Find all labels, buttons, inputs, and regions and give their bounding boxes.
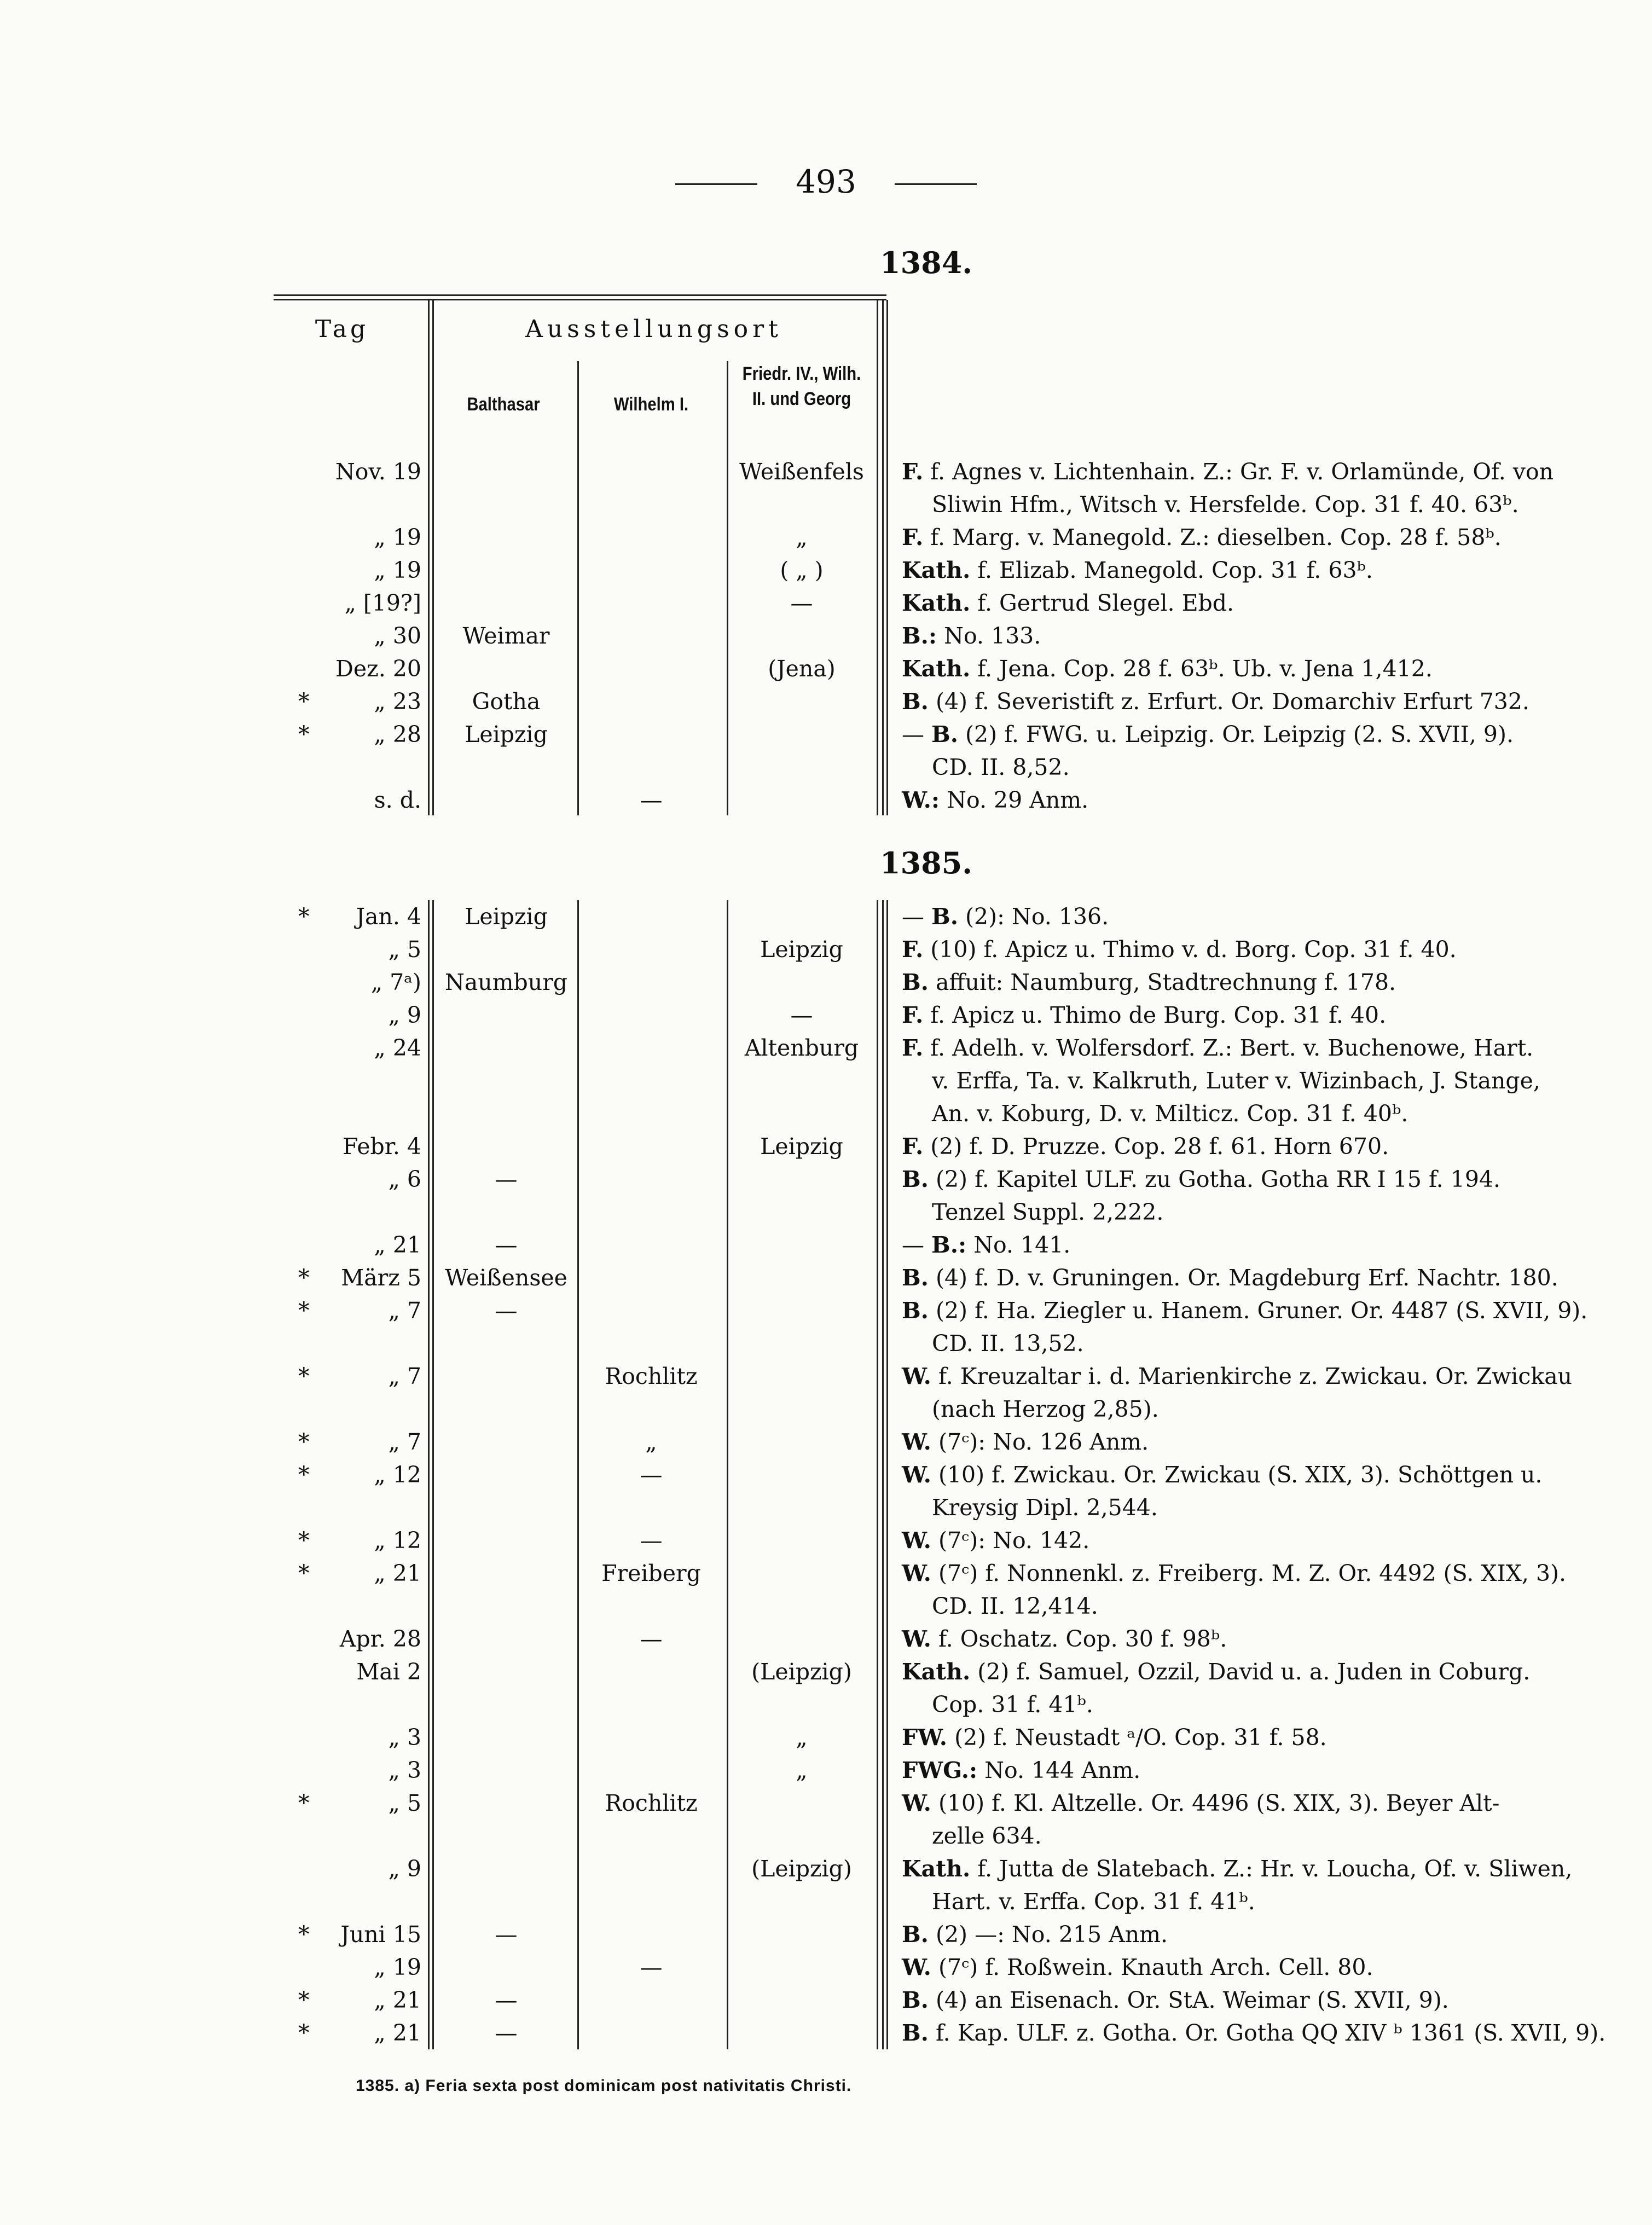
- row-star-marker: *: [298, 1363, 310, 1389]
- cell-balthasar: —: [495, 1987, 518, 2013]
- cell-note-line: B. (4) f. Severistift z. Erfurt. Or. Domarchiv Erfurt 732.: [902, 688, 1530, 715]
- cell-note-line: F. f. Adelh. v. Wolfersdorf. Z.: Bert. v. Buchenowe, Hart.: [902, 1035, 1534, 1061]
- cell-friedr: —: [790, 590, 813, 616]
- cell-tag: „ 7: [388, 1297, 421, 1324]
- header-ausstellungsort: Ausstellungsort: [525, 315, 782, 343]
- footnote: 1385. a) Feria sexta post dominicam post nativitatis Christi.: [356, 2077, 852, 2095]
- cell-tag: Febr. 4: [343, 1133, 421, 1160]
- row-star-marker: *: [298, 1560, 310, 1586]
- cell-balthasar: Leipzig: [465, 721, 548, 748]
- cell-balthasar: —: [495, 1166, 518, 1192]
- column-rule: [882, 300, 884, 815]
- cell-note-line: W. (7ᶜ) f. Nonnenkl. z. Freiberg. M. Z. Or. 4492 (S. XIX, 3).: [902, 1560, 1567, 1586]
- cell-note-line: W. (7ᶜ): No. 142.: [902, 1527, 1090, 1554]
- cell-wilhelm: —: [640, 787, 663, 813]
- cell-note-line: F. f. Marg. v. Manegold. Z.: dieselben. Cop. 28 f. 58ᵇ.: [902, 524, 1502, 551]
- cell-note-line: CD. II. 8,52.: [932, 754, 1070, 780]
- year-heading-1385: 1385.: [880, 845, 973, 880]
- cell-balthasar: —: [495, 1921, 518, 1948]
- cell-friedr: (Leipzig): [751, 1659, 852, 1685]
- cell-note-line: W. (7ᶜ) f. Roßwein. Knauth Arch. Cell. 80.: [902, 1954, 1373, 1980]
- cell-tag: „ 3: [388, 1757, 421, 1783]
- cell-note-line: Kath. f. Gertrud Slegel. Ebd.: [902, 590, 1234, 616]
- cell-wilhelm: —: [640, 1462, 663, 1488]
- header-tag: Tag: [315, 315, 369, 343]
- cell-tag: s. d.: [374, 787, 421, 813]
- cell-note-line: Cop. 31 f. 41ᵇ.: [932, 1691, 1093, 1718]
- cell-tag: „ 19: [374, 557, 421, 583]
- cell-friedr: „: [796, 1724, 808, 1751]
- rule-left: [675, 183, 757, 185]
- cell-balthasar: Leipzig: [465, 903, 548, 930]
- cell-balthasar: —: [495, 1297, 518, 1324]
- header-friedr: Friedr. IV., Wilh. II. und Georg: [742, 363, 861, 409]
- cell-balthasar: —: [495, 2020, 518, 2046]
- cell-tag: „ [19?]: [344, 590, 421, 616]
- column-rule: [877, 300, 878, 815]
- cell-friedr: Leipzig: [760, 936, 843, 963]
- table-rule: [274, 299, 886, 300]
- cell-tag: „ 23: [374, 688, 421, 715]
- cell-note-line: CD. II. 13,52.: [932, 1330, 1084, 1357]
- cell-friedr: „: [796, 1757, 808, 1783]
- cell-note-line: CD. II. 12,414.: [932, 1593, 1098, 1619]
- cell-wilhelm: Rochlitz: [605, 1790, 698, 1816]
- cell-tag: „ 21: [374, 2020, 421, 2046]
- cell-friedr: Weißenfels: [739, 459, 864, 485]
- cell-tag: „ 9: [388, 1856, 421, 1882]
- header-balthasar: Balthasar: [467, 394, 540, 415]
- cell-friedr: —: [790, 1002, 813, 1028]
- cell-note-line: B. f. Kap. ULF. z. Gotha. Or. Gotha QQ XIV ᵇ 1361 (S. XVII, 9).: [902, 2020, 1606, 2046]
- column-rule: [432, 900, 434, 2049]
- column-rule: [886, 900, 888, 2049]
- cell-balthasar: Weimar: [462, 623, 550, 649]
- cell-note-line: — B. (2): No. 136.: [902, 903, 1109, 930]
- row-star-marker: *: [298, 903, 310, 930]
- column-rule: [432, 300, 434, 815]
- cell-wilhelm: „: [645, 1429, 657, 1455]
- cell-note-line: FWG.: No. 144 Anm.: [902, 1757, 1141, 1783]
- cell-note-line: B. (2) f. Kapitel ULF. zu Gotha. Gotha RR I 15 f. 194.: [902, 1166, 1501, 1192]
- cell-note-line: W. (10) f. Kl. Altzelle. Or. 4496 (S. XIX, 3). Beyer Alt-: [902, 1790, 1500, 1816]
- cell-note-line: W. f. Oschatz. Cop. 30 f. 98ᵇ.: [902, 1626, 1227, 1652]
- cell-balthasar: Naumburg: [444, 969, 568, 995]
- cell-note-line: B.: No. 133.: [902, 623, 1041, 649]
- cell-note-line: F. f. Agnes v. Lichtenhain. Z.: Gr. F. v. Orlamünde, Of. von: [902, 459, 1554, 485]
- cell-note-line: B. (2) —: No. 215 Anm.: [902, 1921, 1168, 1948]
- cell-note-line: W.: No. 29 Anm.: [902, 787, 1089, 813]
- cell-friedr: Altenburg: [744, 1035, 859, 1061]
- cell-tag: März 5: [341, 1265, 421, 1291]
- rule-right: [895, 183, 977, 185]
- cell-note-line: W. f. Kreuzaltar i. d. Marienkirche z. Zwickau. Or. Zwickau: [902, 1363, 1573, 1389]
- row-star-marker: *: [298, 1790, 310, 1816]
- row-star-marker: *: [298, 1297, 310, 1324]
- cell-note-line: — B. (2) f. FWG. u. Leipzig. Or. Leipzig (2. S. XVII, 9).: [902, 721, 1514, 748]
- cell-tag: „ 5: [388, 936, 421, 963]
- year-heading-1384: 1384.: [880, 245, 973, 280]
- cell-tag: „ 5: [388, 1790, 421, 1816]
- cell-note-line: zelle 634.: [932, 1823, 1042, 1849]
- cell-tag: „ 21: [374, 1987, 421, 2013]
- cell-tag: „ 7ᵃ): [370, 969, 421, 995]
- cell-tag: Jan. 4: [356, 903, 421, 930]
- cell-note-line: F. (10) f. Apicz u. Thimo v. d. Borg. Cop. 31 f. 40.: [902, 936, 1457, 963]
- table-rule: [274, 294, 886, 296]
- cell-note-line: W. (7ᶜ): No. 126 Anm.: [902, 1429, 1149, 1455]
- column-rule: [428, 300, 430, 815]
- cell-wilhelm: Rochlitz: [605, 1363, 698, 1389]
- row-star-marker: *: [298, 1921, 310, 1948]
- cell-tag: „ 7: [388, 1429, 421, 1455]
- row-star-marker: *: [298, 1462, 310, 1488]
- column-rule: [577, 900, 579, 2049]
- cell-friedr: „: [796, 524, 808, 551]
- cell-note-line: B. (2) f. Ha. Ziegler u. Hanem. Gruner. Or. 4487 (S. XVII, 9).: [902, 1297, 1588, 1324]
- cell-tag: Dez. 20: [335, 656, 421, 682]
- cell-tag: „ 6: [388, 1166, 421, 1192]
- cell-tag: „ 12: [374, 1462, 421, 1488]
- cell-tag: „ 21: [374, 1560, 421, 1586]
- cell-wilhelm: —: [640, 1527, 663, 1554]
- cell-note-line: Kath. f. Elizab. Manegold. Cop. 31 f. 63ᵇ.: [902, 557, 1373, 583]
- page-number: [0, 163, 1652, 200]
- cell-tag: „ 3: [388, 1724, 421, 1751]
- column-rule: [886, 300, 888, 815]
- cell-note-line: Kath. f. Jena. Cop. 28 f. 63ᵇ. Ub. v. Jena 1,412.: [902, 656, 1433, 682]
- row-star-marker: *: [298, 721, 310, 748]
- cell-tag: „ 30: [374, 623, 421, 649]
- cell-note-line: FW. (2) f. Neustadt ᵃ/O. Cop. 31 f. 58.: [902, 1724, 1327, 1751]
- cell-note-line: Sliwin Hfm., Witsch v. Hersfelde. Cop. 31 f. 40. 63ᵇ.: [932, 491, 1519, 518]
- row-star-marker: *: [298, 1429, 310, 1455]
- cell-note-line: F. f. Apicz u. Thimo de Burg. Cop. 31 f. 40.: [902, 1002, 1387, 1028]
- cell-friedr: ( „ ): [780, 557, 824, 583]
- cell-friedr: (Jena): [768, 656, 836, 682]
- cell-tag: Nov. 19: [335, 459, 421, 485]
- cell-note-line: An. v. Koburg, D. v. Milticz. Cop. 31 f. 40ᵇ.: [932, 1100, 1408, 1127]
- cell-tag: Juni 15: [340, 1921, 421, 1948]
- cell-tag: „ 24: [374, 1035, 421, 1061]
- cell-balthasar: Gotha: [472, 688, 541, 715]
- row-star-marker: *: [298, 688, 310, 715]
- cell-friedr: (Leipzig): [751, 1856, 852, 1882]
- cell-tag: Mai 2: [356, 1659, 421, 1685]
- cell-note-line: F. (2) f. D. Pruzze. Cop. 28 f. 61. Horn 670.: [902, 1133, 1389, 1160]
- cell-tag: Apr. 28: [339, 1626, 421, 1652]
- cell-tag: „ 19: [374, 1954, 421, 1980]
- cell-wilhelm: —: [640, 1954, 663, 1980]
- cell-note-line: Kath. f. Jutta de Slatebach. Z.: Hr. v. Loucha, Of. v. Sliwen,: [902, 1856, 1573, 1882]
- page-number-text: 493: [796, 163, 856, 200]
- cell-note-line: Hart. v. Erffa. Cop. 31 f. 41ᵇ.: [932, 1888, 1255, 1915]
- column-rule: [428, 900, 430, 2049]
- cell-note-line: B. (4) an Eisenach. Or. StA. Weimar (S. XVII, 9).: [902, 1987, 1449, 2013]
- row-star-marker: *: [298, 2020, 310, 2046]
- cell-wilhelm: Freiberg: [601, 1560, 701, 1586]
- cell-tag: „ 7: [388, 1363, 421, 1389]
- header-wilhelm: Wilhelm I.: [613, 394, 689, 415]
- cell-note-line: v. Erffa, Ta. v. Kalkruth, Luter v. Wizinbach, J. Stange,: [932, 1068, 1540, 1094]
- cell-tag: „ 21: [374, 1232, 421, 1258]
- row-star-marker: *: [298, 1265, 310, 1291]
- cell-balthasar: Weißensee: [445, 1265, 567, 1291]
- cell-friedr: Leipzig: [760, 1133, 843, 1160]
- cell-note-line: B. (4) f. D. v. Gruningen. Or. Magdeburg Erf. Nachtr. 180.: [902, 1265, 1558, 1291]
- column-rule: [882, 900, 884, 2049]
- column-rule: [577, 361, 579, 815]
- cell-note-line: Kath. (2) f. Samuel, Ozzil, David u. a. Juden in Coburg.: [902, 1659, 1531, 1685]
- cell-balthasar: —: [495, 1232, 518, 1258]
- row-star-marker: *: [298, 1987, 310, 2013]
- cell-tag: „ 12: [374, 1527, 421, 1554]
- cell-note-line: Kreysig Dipl. 2,544.: [932, 1494, 1158, 1521]
- row-star-marker: *: [298, 1527, 310, 1554]
- cell-note-line: W. (10) f. Zwickau. Or. Zwickau (S. XIX, 3). Schöttgen u.: [902, 1462, 1543, 1488]
- cell-tag: „ 19: [374, 524, 421, 551]
- cell-note-line: Tenzel Suppl. 2,222.: [932, 1199, 1164, 1225]
- cell-wilhelm: —: [640, 1626, 663, 1652]
- column-rule: [877, 900, 878, 2049]
- cell-note-line: B. affuit: Naumburg, Stadtrechnung f. 178.: [902, 969, 1396, 995]
- cell-note-line: (nach Herzog 2,85).: [932, 1396, 1159, 1422]
- cell-note-line: — B.: No. 141.: [902, 1232, 1071, 1258]
- cell-tag: „ 28: [374, 721, 421, 748]
- cell-tag: „ 9: [388, 1002, 421, 1028]
